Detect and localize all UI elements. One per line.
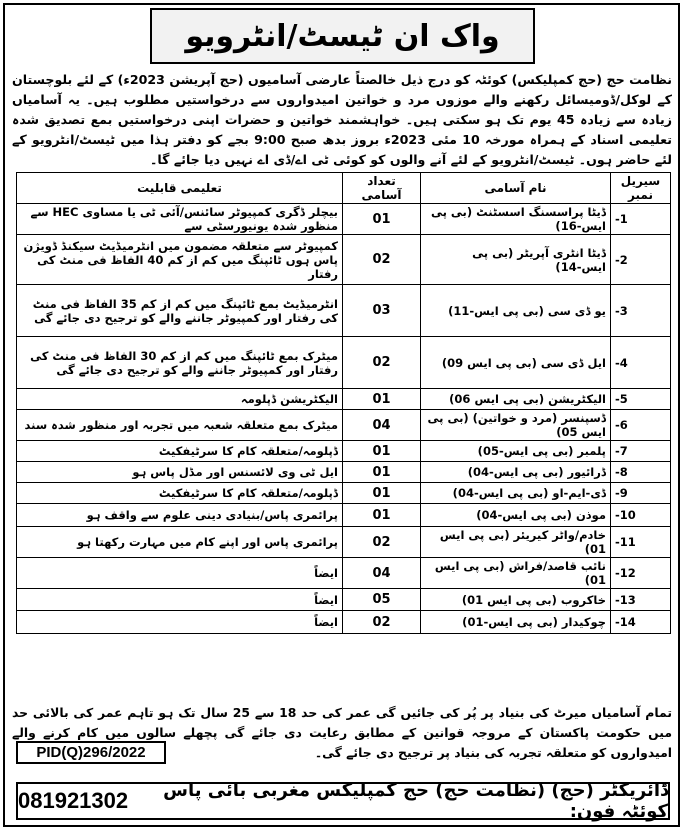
serial-cell: -3 [611, 285, 671, 337]
qualification-cell: میٹرک بمع ٹائپنگ میں کم از کم 30 الفاظ فی منٹ کی رفتار اور کمپیوٹر جاننے والے کو ترجیح دی جائے گی [17, 337, 343, 389]
count-cell: 02 [343, 337, 421, 389]
serial-cell: -11 [611, 527, 671, 558]
count-cell: 02 [343, 527, 421, 558]
qualification-cell: میٹرک بمع متعلقہ شعبہ میں تجربہ اور منظور شدہ سند [17, 410, 343, 441]
table-row [17, 504, 671, 527]
table-row [17, 285, 671, 337]
vacancies-table [16, 172, 671, 634]
serial-cell: -2 [611, 235, 671, 285]
serial-cell: -6 [611, 410, 671, 441]
count-cell: 02 [343, 235, 421, 285]
post-cell: موذن (بی پی ایس-04) [421, 504, 611, 527]
count-cell: 02 [343, 611, 421, 634]
qualification-cell: الیکٹریشن ڈپلومہ [17, 389, 343, 410]
footer-address: ڈائریکٹر (حج) (نظامت حج) حج کمپلیکس مغربی بائی پاس کوئٹہ فون: [163, 780, 668, 822]
count-cell: 01 [343, 504, 421, 527]
serial-cell: -4 [611, 337, 671, 389]
count-cell: 01 [343, 462, 421, 483]
table-row [17, 337, 671, 389]
table-row [17, 558, 671, 589]
table-row [17, 483, 671, 504]
qualification-cell: پرائمری پاس اور اپنے کام میں مہارت رکھتا ہو [17, 527, 343, 558]
post-cell: الیکٹریشن (بی پی ایس 06) [421, 389, 611, 410]
eligibility-note: تمام آسامیاں میرٹ کی بنیاد پر پُر کی جائیں گی عمر کی حد 18 سے 25 سال تک ہو تاہم عمر کی بالائی حد میں حکومت پاکستان کے مروجہ قوانین کے مطابق رعایت دی جائے گی پچھلے سالوں میں کام کرنے والے امیدواروں کو متعلقہ تجربہ کی بنیاد پر ترجیح دی جائے گی۔ [12, 705, 672, 760]
post-cell: ڈسپنسر (مرد و خواتین) (بی پی ایس 05) [421, 410, 611, 441]
serial-cell: -5 [611, 389, 671, 410]
table-row [17, 441, 671, 462]
post-cell: ڈیٹا پراسسنگ اسسٹنٹ (بی پی ایس-16) [421, 204, 611, 235]
count-cell: 05 [343, 589, 421, 611]
serial-cell: -1 [611, 204, 671, 235]
qualification-cell: ایضاً [17, 611, 343, 634]
count-cell: 03 [343, 285, 421, 337]
serial-cell: -14 [611, 611, 671, 634]
footer-phone: 081921302 [18, 788, 129, 813]
qualification-cell: بیچلر ڈگری کمپیوٹر سائنس/آئی ٹی یا مساوی HEC سے منظور شدہ یونیورسٹی سے [17, 204, 343, 235]
post-cell: ڈرائیور (بی پی ایس-04) [421, 462, 611, 483]
post-cell: نائب قاصد/فراش (بی پی ایس 01) [421, 558, 611, 589]
post-cell: خادم/واٹر کیریئر (بی پی ایس 01) [421, 527, 611, 558]
intro-paragraph: نظامت حج (حج کمپلیکس) کوئٹہ کو درج ذیل خالصتاً عارضی آسامیوں (حج آپریشن 2023ء) کے لئے بلوچستان کے لوکل/ڈومیسائل رکھنے والے موزوں مرد و خواتین امیدواروں سے درخواستیں مطلوب ہیں۔ یہ آسامیاں زیادہ سے زیادہ 45 یوم تک ہو سکتی ہیں۔ خواہشمند خواتین و حضرات اپنی درخواستیں بمع تصدیق شدہ تعلیمی اسناد کے ہمراہ مورخہ 10 مئی 2023ء بروز بدھ صبح 9:00 بجے کو دفتر ہذا میں ٹیسٹ/انٹرویو کے لئے حاضر ہوں۔ ٹیسٹ/انٹرویو کے لئے آنے والوں کو کوئی ٹی اے/ڈی اے نہیں دیا جائے گا۔ [12, 72, 672, 167]
qualification-cell: ایضاً [17, 558, 343, 589]
pid-number: PID(Q)296/2022 [36, 744, 146, 761]
qualification-cell: ڈپلومہ/متعلقہ کام کا سرٹیفکیٹ [17, 441, 343, 462]
table-row [17, 204, 671, 235]
headline-banner [150, 8, 535, 64]
count-cell: 01 [343, 389, 421, 410]
table-row [17, 462, 671, 483]
qualification-cell: کمپیوٹر سے متعلقہ مضمون میں انٹرمیڈیٹ سیکنڈ ڈویژن پاس ہوں ٹائپنگ میں کم از کم 40 الفاظ فی منٹ کی رفتار [17, 235, 343, 285]
header-post: نام آسامی [421, 173, 611, 204]
serial-cell: -13 [611, 589, 671, 611]
table-row [17, 389, 671, 410]
post-cell: یو ڈی سی (بی پی ایس-11) [421, 285, 611, 337]
table-row [17, 410, 671, 441]
serial-cell: -7 [611, 441, 671, 462]
header-qualification: تعلیمی قابلیت [17, 173, 343, 204]
table-row [17, 589, 671, 611]
table-row [17, 611, 671, 634]
post-cell: ایل ڈی سی (بی پی ایس 09) [421, 337, 611, 389]
serial-cell: -9 [611, 483, 671, 504]
qualification-cell: انٹرمیڈیٹ بمع ٹائپنگ میں کم از کم 35 الفاظ فی منٹ کی رفتار اور کمپیوٹر جاننے والے کو ترجیح دی جائے گی [17, 285, 343, 337]
header-count: تعداد آسامی [343, 173, 421, 204]
count-cell: 01 [343, 204, 421, 235]
serial-cell: -12 [611, 558, 671, 589]
table-row [17, 235, 671, 285]
headline-text: واک ان ٹیسٹ/انٹرویو [185, 18, 500, 54]
post-cell: خاکروب (بی پی ایس 01) [421, 589, 611, 611]
post-cell: پلمبر (بی پی ایس-05) [421, 441, 611, 462]
serial-cell: -8 [611, 462, 671, 483]
count-cell: 01 [343, 441, 421, 462]
post-cell: چوکیدار (بی پی ایس-01) [421, 611, 611, 634]
contact-footer [16, 782, 670, 820]
post-cell: ڈیٹا انٹری آپریٹر (بی پی ایس-14) [421, 235, 611, 285]
qualification-cell: ایل ٹی وی لائسنس اور مڈل پاس ہو [17, 462, 343, 483]
count-cell: 04 [343, 410, 421, 441]
table-row [17, 527, 671, 558]
qualification-cell: ڈپلومہ/متعلقہ کام کا سرٹیفکیٹ [17, 483, 343, 504]
header-serial: سیریل نمبر [611, 173, 671, 204]
qualification-cell: ایضاً [17, 589, 343, 611]
post-cell: ڈی-ایم-او (بی پی ایس-04) [421, 483, 611, 504]
count-cell: 01 [343, 483, 421, 504]
pid-box [16, 741, 166, 764]
serial-cell: -10 [611, 504, 671, 527]
qualification-cell: پرائمری پاس/بنیادی دینی علوم سے واقف ہو [17, 504, 343, 527]
table-header-row [17, 173, 671, 204]
count-cell: 04 [343, 558, 421, 589]
